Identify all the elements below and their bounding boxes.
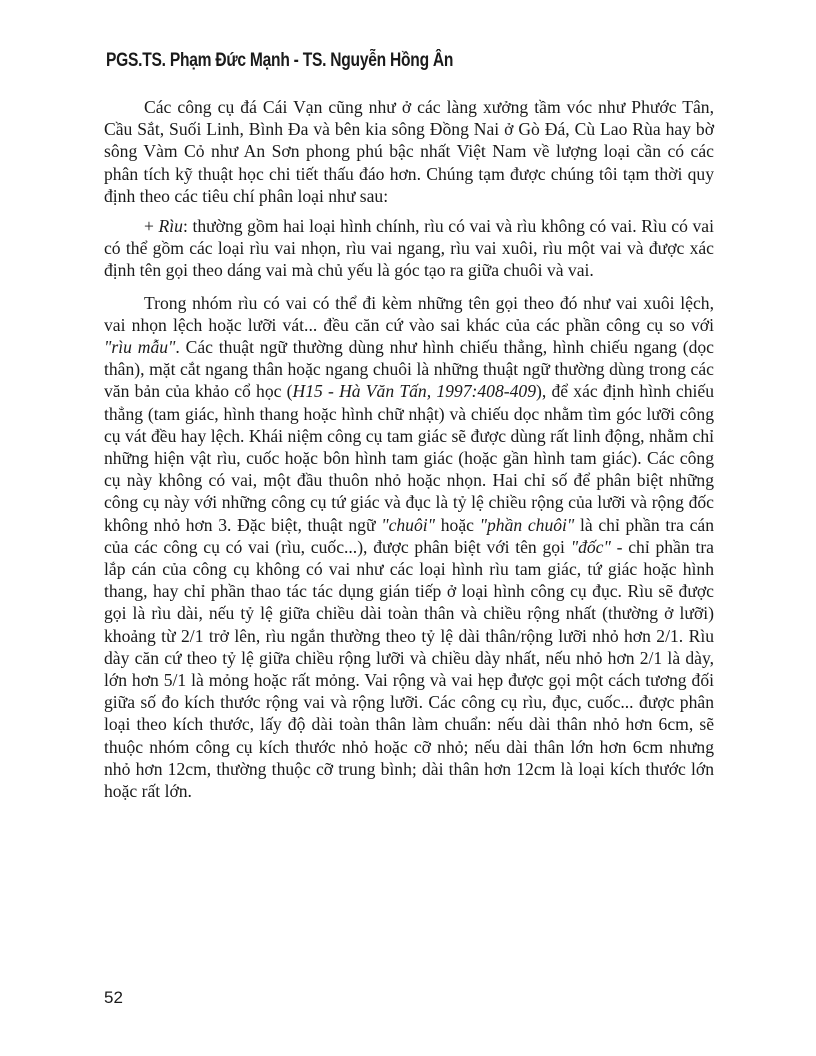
text-run: hoặc [435,514,480,535]
term-phan-chuoi: "phần chuôi" [479,514,575,535]
text-run: Trong nhóm rìu có vai có thể đi kèm những tên gọi theo đó như vai xuôi lệch, vai nhọn lệch hoặc lưỡi vát... đều căn cứ vào sai khác của các phần công cụ so với [104,292,714,335]
paragraph-intro: Các công cụ đá Cái Vạn cũng như ở các làng xưởng tầm vóc như Phước Tân, Cầu Sắt, Suối Linh, Bình Đa và bên kia sông Đồng Nai ở Gò Đá, Cù Lao Rùa hay bờ sông Vàm Cỏ như An Sơn phong phú bậc nhất Việt Nam về lượng loại cần có các phân tích kỹ thuật học chi tiết thấu đáo hơn. Chúng tạm được chúng tôi tạm thời quy định theo các tiêu chí phân loại như sau: [104,97,714,206]
term-riu-mau: "rìu mẫu" [104,337,176,358]
text-run: là chỉ phần tra cán của các công cụ có vai (rìu, cuốc...), được phân biệt với tên gọi [104,514,714,557]
paragraph-terminology [104,292,714,803]
page-number: 52 [104,988,123,1007]
running-header: PGS.TS. Phạm Đức Mạnh - TS. Nguyễn Hồng Ân [106,50,454,71]
text-run: ), để xác định hình chiếu thẳng (tam giác, hình thang hoặc hình chữ nhật) và chiếu dọc nhằm tìm góc lưỡi công cụ vát đều hay lệch. Khái niệm công cụ tam giác sẽ được dùng rất linh động, nhằm chỉ những hiện vật rìu, cuốc hoặc bôn hình tam giác (hoặc gần hình tam giác). Các công cụ này không có vai, một đầu thuôn nhỏ hoặc nhọn. Hai chỉ số để phân biệt những công cụ này với những công cụ tứ giác và đục là tỷ lệ chiều rộng của lưỡi và rộng đốc không nhỏ hơn 3. Đặc biệt, thuật ngữ [104,381,714,535]
citation: H15 - Hà Văn Tấn, 1997:408-409 [292,381,537,402]
definition-text: : thường gồm hai loại hình chính, rìu có vai và rìu không có vai. Rìu có vai có thể gồm các loại rìu vai nhọn, rìu vai ngang, rìu vai xuôi, rìu một vai và được xác định tên gọi theo dáng vai mà chủ yếu là góc tạo ra giữa chuôi và vai. [104,216,714,281]
text-run: - chỉ phần tra lắp cán của công cụ không có vai như các loại hình rìu tam giác, tứ giác hoặc hình thang, hay chỉ phần thao tác tác dụng gián tiếp ở loại hình công cụ đục. Rìu sẽ được gọi là rìu dài, nếu tỷ lệ giữa chiều dài toàn thân và chiều rộng nhất (thường ở lưỡi) khoảng từ 2/1 trở lên, rìu ngắn thường theo tỷ lệ dài thân/rộng lưỡi nhỏ hơn 2/1. Rìu dày căn cứ theo tỷ lệ giữa chiều rộng lưỡi và chiều dày nhất, nếu nhỏ hơn 2/1 là dày, lớn hơn 5/1 là mỏng hoặc rất mỏng. Vai rộng và vai hẹp được gọi một cách tương đối giữa số đo kích thước rộng vai và rộng lưỡi. Các công cụ rìu, đục, cuốc... được phân loại theo kích thước, lấy độ dài toàn thân làm chuẩn: nếu dài thân nhỏ hơn 6cm, sẽ thuộc nhóm công cụ kích thước nhỏ hoặc cỡ nhỏ; nếu dài thân lớn hơn 6cm nhưng nhỏ hơn 12cm, thường thuộc cỡ trung bình; dài thân hơn 12cm là loại kích thước lớn hoặc rất lớn. [104,536,714,802]
term-doc: "đốc" [570,536,611,557]
paragraph-riu-definition [104,215,714,282]
body-text [104,96,714,810]
term-chuoi: "chuôi" [381,514,436,535]
text-run: . Các thuật ngữ thường dùng như hình chiếu thẳng, hình chiếu ngang (dọc thân), mặt cắt ngang thân hoặc ngang chuôi là những thuật ngữ thường dùng trong các văn bản của khảo cổ học ( [104,337,714,402]
term-riu: Rìu [158,216,183,237]
list-marker: + [144,216,159,237]
